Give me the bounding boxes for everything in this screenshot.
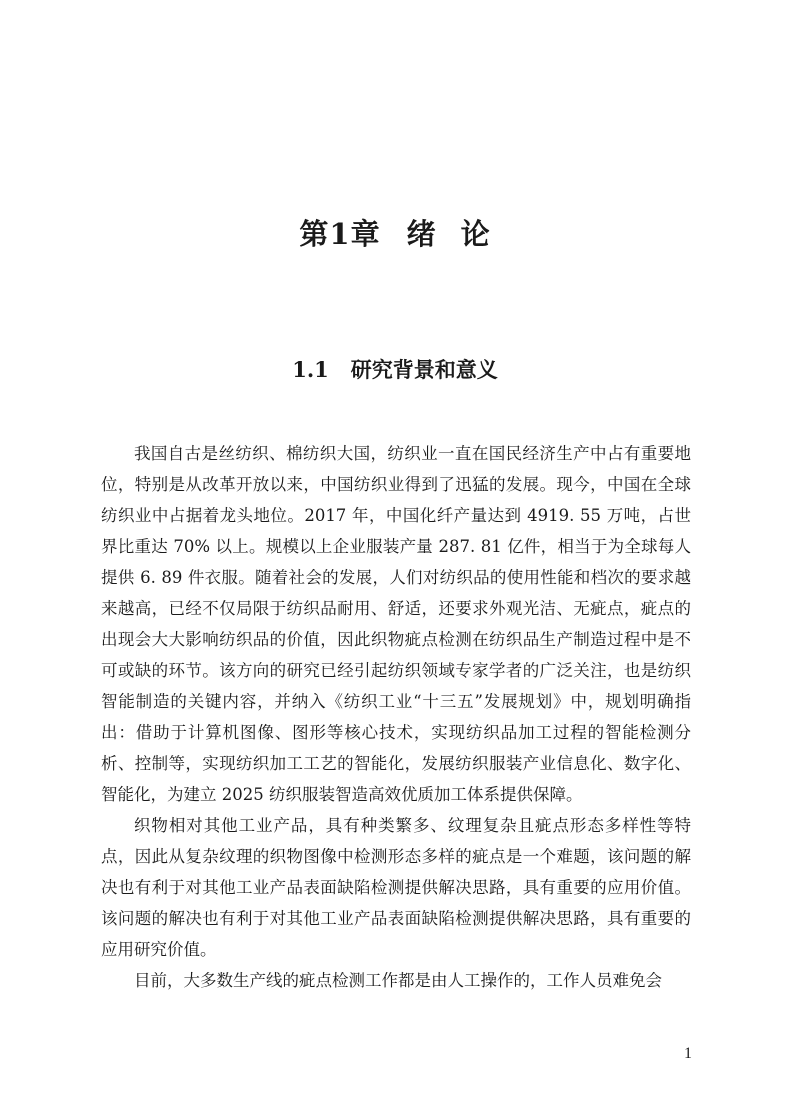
paragraph: 我国自古是丝纺织、棉纺织大国，纺织业一直在国民经济生产中占有重要地位，特别是从改革开放以来，中国纺织业得到了迅猛的发展。现今，中国在全球纺织业中占据着龙头地位。2017 年，中国化纤产量达到 4919. 55 万吨，占世界比重达 70% 以上。规模以上企业服装产量 287. 81 亿件，相当于为全球每人提供 6. 89 件衣服。随着社会的发展，人们对纺织品的使用性能和档次的要求越来越高，已经不仅局限于纺织品耐用、舒适，还要求外观光洁、无疵点，疵点的出现会大大影响纺织品的价值，因此织物疵点检测在纺织品生产制造过程中是不可或缺的环节。该方向的研究已经引起纺织领域专家学者的广泛关注，也是纺织智能制造的关键内容，并纳入《纺织工业“十三五”发展规划》中，规划明确指出：借助于计算机图像、图形等核心技术，实现纺织品加工过程的智能检测分析、控制等，实现纺织加工工艺的智能化，发展纺织服装产业信息化、数字化、智能化，为建立 2025 纺织服装智造高效优质加工体系提供保障。 <box>101 444 691 804</box>
chapter-label-prefix: 第 <box>299 217 330 251</box>
section-number: 1.1 <box>292 357 329 382</box>
chapter-label-suffix: 章 <box>350 217 381 251</box>
page-number: 1 <box>684 1045 692 1062</box>
chapter-title <box>0 214 790 254</box>
paragraph: 织物相对其他工业产品，具有种类繁多、纹理复杂且疵点形态多样性等特点，因此从复杂纹理的织物图像中检测形态多样的疵点是一个难题，该问题的解决也有利于对其他工业产品表面缺陷检测提供解决思路，具有重要的应用价值。该问题的解决也有利于对其他工业产品表面缺陷检测提供解决思路，具有重要的应用研究价值。 <box>101 816 691 959</box>
chapter-title-char-2: 论 <box>460 217 491 251</box>
section-title: 研究背景和意义 <box>350 358 498 382</box>
body-text <box>101 438 691 996</box>
section-heading <box>0 354 790 386</box>
chapter-number: 1 <box>329 217 351 251</box>
chapter-title-char-1: 绪 <box>406 217 437 251</box>
paragraph: 目前，大多数生产线的疵点检测工作都是由人工操作的，工作人员难免会 <box>134 971 662 990</box>
